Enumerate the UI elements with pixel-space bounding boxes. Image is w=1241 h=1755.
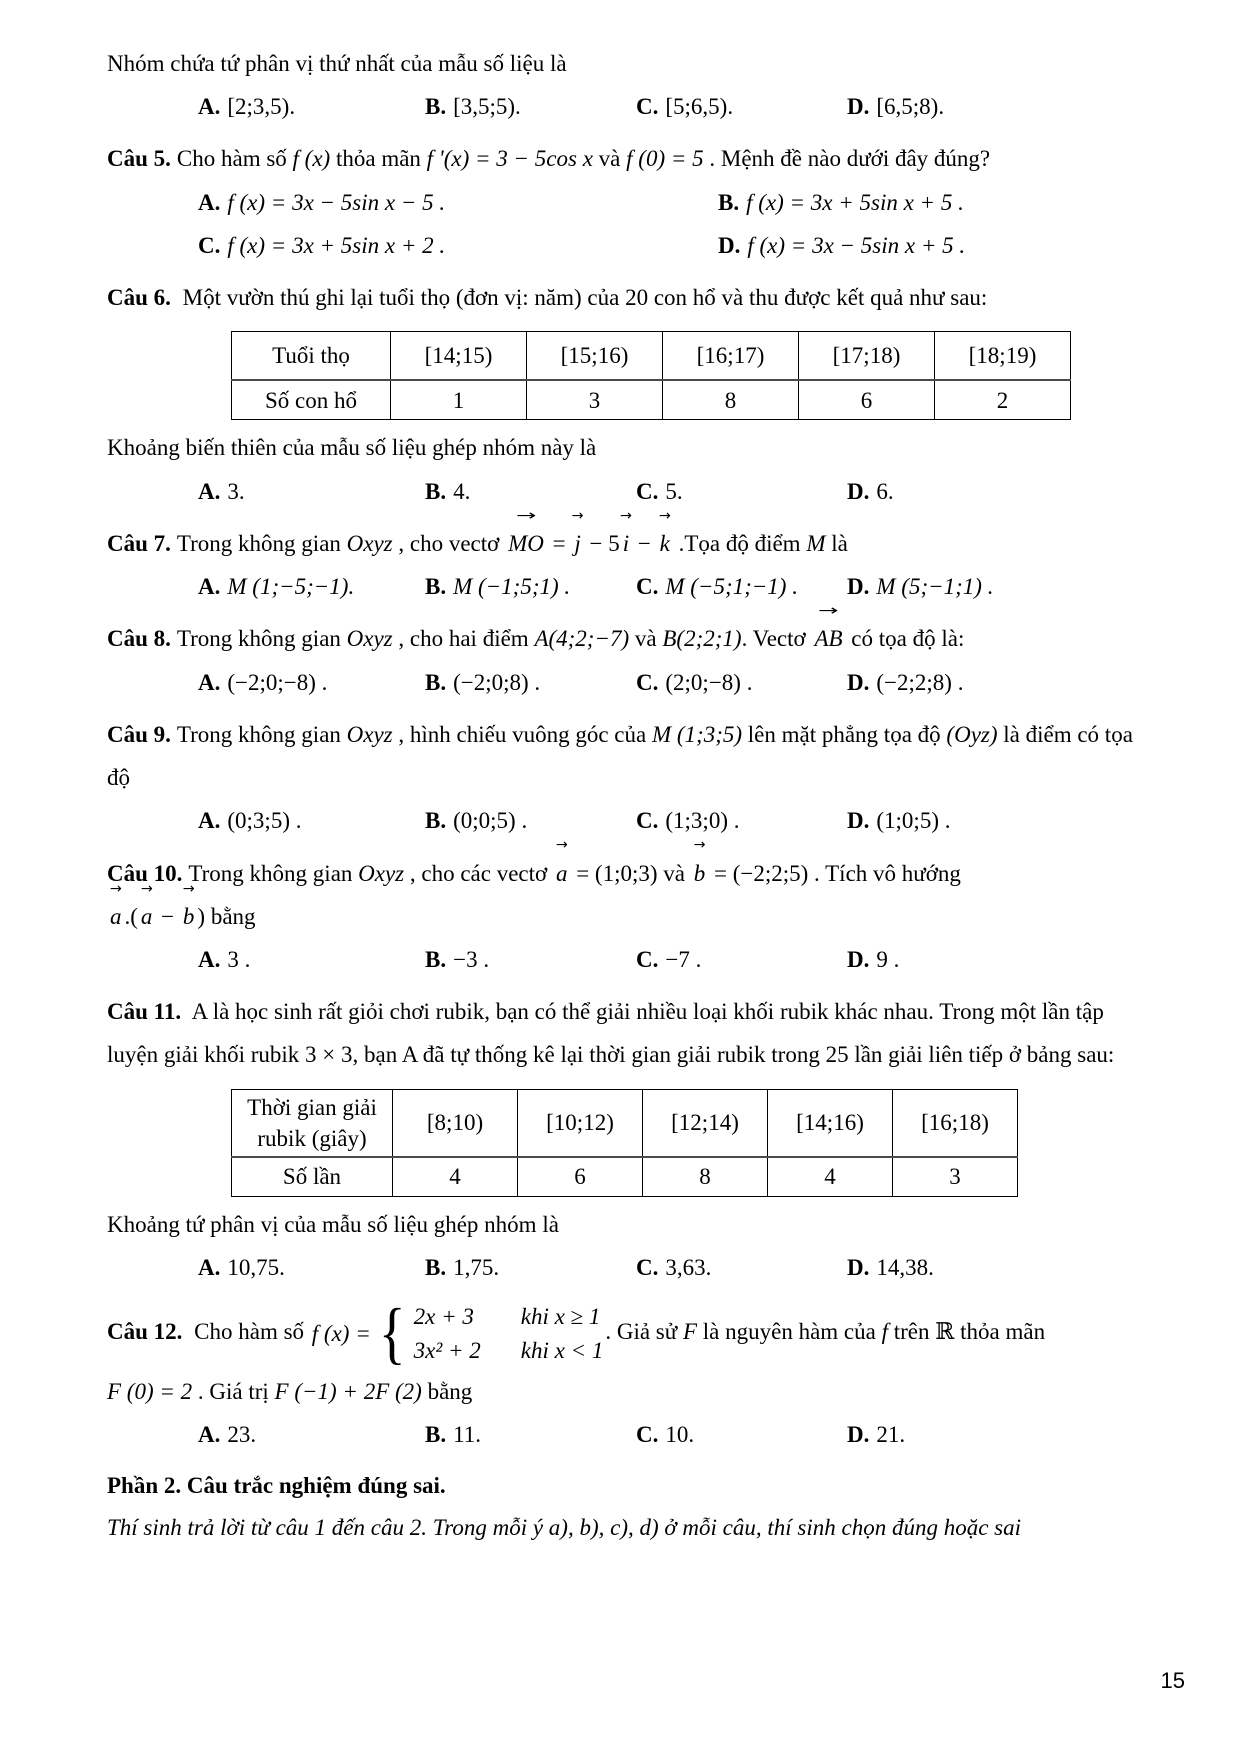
option-b: B. (−2;0;8) . [425,669,541,695]
answer-options [198,470,1141,513]
rubik-time-frequency-table [231,1089,1018,1197]
answer-options [198,565,1141,608]
answer-options [198,85,1141,128]
vector-b: b → [694,852,706,895]
option-d: D. f (x) = 3x − 5sin x + 5 . [718,232,966,258]
option-a: A. 10,75. [198,1254,285,1280]
option-b: B. M (−1;5;1) . [425,574,571,600]
question-8 [107,617,1141,703]
option-b: B. 11. [425,1422,481,1448]
question-9 [107,713,1141,843]
answer-options [198,1413,1141,1456]
table-row: Số lần 4 6 8 4 3 [232,1157,1018,1197]
option-a: A. M (1;−5;−1). [198,574,355,600]
question-stem: Câu 8. Trong không gian Oxyz , cho hai điểm A(4;2;−7) và B(2;2;1). Vectơ AB → có tọa độ là: [107,617,1141,660]
question-stem: Câu 5. Cho hàm số f (x) thỏa mãn f '(x) = 3 − 5cos x và f (0) = 5 . Mệnh đề nào dưới đây đúng? [107,146,991,172]
table-row: Thời gian giải rubik (giây) [8;10) [10;12) [12;14) [14;16) [16;18) [232,1089,1018,1157]
question-12 [107,1298,1141,1456]
option-c: C. f (x) = 3x + 5sin x + 2 . [198,232,446,258]
table-row: Tuổi thọ [14;15) [15;16) [16;17) [17;18) [18;19) [232,332,1071,381]
option-a: A. f (x) = 3x − 5sin x − 5 . [198,189,446,215]
answer-options [198,661,1141,704]
question-label: Câu 7. [107,530,171,556]
option-a: A. 23. [198,1422,257,1448]
question-stem: Nhóm chứa tứ phân vị thứ nhất của mẫu số liệu là [107,51,567,76]
question-label: Câu 11. [107,999,182,1025]
page-number: 15 [1160,1668,1185,1693]
vector-MO: MO → [508,522,544,565]
option-d: D. 14,38. [847,1254,934,1280]
question-stem: Câu 7. Trong không gian Oxyz , cho vectơ MO → = j → − 5 i → − k → .Tọa độ điểm M là [107,522,1141,565]
question-7 [107,522,1141,608]
question-stem: Câu 12. Cho hàm số f (x) = { 2x + 3 khi x ≥ 1 3x² + 2 khi x < 1 . Giả sử F là nguyên hàm của f trên ℝ thỏa mãn [107,1296,1046,1372]
section-title: Phần 2. Câu trắc nghiệm đúng sai. [107,1473,446,1499]
question-stem: Câu 6. Một vườn thú ghi lại tuổi thọ (đơn vị: năm) của 20 con hổ và thu được kết quả như sau: [107,285,988,311]
question-stem: Câu 11. A là học sinh rất giỏi chơi rubik, bạn có thể giải nhiều loại khối rubik khác nhau. Trong một lần tập luyện giải khối rubik 3 × 3, bạn A đã tự thống kê lại thời gian giải rubik trong 25 lần giải liên tiếp ở bảng sau: [107,999,1115,1068]
tiger-age-frequency-table [231,331,1071,420]
left-brace: { [378,1296,406,1372]
question-label: Câu 6. [107,285,171,311]
vector-k: k → [660,522,670,565]
question-label: Câu 8. [107,626,171,652]
option-c: C. 3,63. [636,1254,712,1280]
table-row: Số con hổ 1 3 8 6 2 [232,380,1071,420]
question-11 [107,990,1141,1289]
question-stem-2: Khoảng tứ phân vị của mẫu số liệu ghép nhóm là [107,1211,559,1237]
option-b: B. (0;0;5) . [425,808,528,834]
question-label: Câu 5. [107,146,171,172]
option-d: D. [6,5;8). [847,94,945,120]
question-4-continuation [107,42,1141,128]
option-a: A. [2;3,5). [198,94,296,120]
part-2-section [107,1464,1141,1545]
vector-i: i → [623,522,629,565]
question-10 [107,852,1141,982]
question-5 [107,137,1141,267]
vector-a: a → [141,895,153,938]
option-d: D. 21. [847,1422,906,1448]
question-stem-2: a → .( a → − b → ) bằng [107,895,1141,938]
question-stem: Câu 9. Trong không gian Oxyz , hình chiếu vuông góc của M (1;3;5) lên mặt phẳng tọa độ (Oyz) là điểm có tọa độ [107,721,1133,791]
option-c: C. M (−5;1;−1) . [636,574,798,600]
option-d: D. (−2;2;8) . [847,669,964,695]
question-stem: Câu 10. Trong không gian Oxyz , cho các vectơ a → = (1;0;3) và b → = (−2;2;5) . Tích vô hướng [107,852,1141,895]
option-c: C. [5;6,5). [636,94,734,120]
option-a: A. 3 . [198,946,251,972]
answer-options [198,799,1141,842]
vector-b: b → [183,895,195,938]
option-b: B. f (x) = 3x + 5sin x + 5 . [718,189,964,215]
answer-options [198,1246,1141,1289]
question-stem-2: Khoảng biến thiên của mẫu số liệu ghép nhóm này là [107,435,597,461]
vector-j: j → [574,522,580,565]
answer-options [198,181,1141,224]
option-c: C. 10. [636,1422,695,1448]
option-a: A. (−2;0;−8) . [198,669,328,695]
option-a: A. (0;3;5) . [198,808,302,834]
option-c: C. 5. [636,478,683,504]
option-d: D. M (5;−1;1) . [847,574,994,600]
vector-a: a → [556,852,568,895]
question-6 [107,276,1141,513]
question-label: Câu 10. [107,860,183,886]
option-c: C. (1;3;0) . [636,808,740,834]
answer-options [198,938,1141,981]
option-d: D. 9 . [847,946,900,972]
question-label: Câu 12. [107,1319,183,1345]
option-d: D. (1;0;5) . [847,808,951,834]
section-instructions: Thí sinh trả lời từ câu 1 đến câu 2. Trong mỗi ý a), b), c), d) ở mỗi câu, thí sinh chọn đúng hoặc sai [107,1514,1022,1540]
vector-AB: AB → [814,617,842,660]
real-numbers-symbol: ℝ [935,1319,955,1346]
option-b: B. [3,5;5). [425,94,521,120]
option-c: C. (2;0;−8) . [636,669,753,695]
option-a: A. 3. [198,478,245,504]
option-b: B. 4. [425,478,471,504]
piecewise-function: f (x) = { 2x + 3 khi x ≥ 1 3x² + 2 khi x < 1 [311,1296,604,1372]
answer-options [198,224,1141,267]
vector-a: a → [110,895,122,938]
question-stem-2: F (0) = 2 . Giá trị F (−1) + 2F (2) bằng [107,1378,473,1404]
option-b: B. 1,75. [425,1254,500,1280]
option-c: C. −7 . [636,946,702,972]
question-label: Câu 9. [107,721,171,747]
option-b: B. −3 . [425,946,490,972]
option-d: D. 6. [847,478,894,504]
